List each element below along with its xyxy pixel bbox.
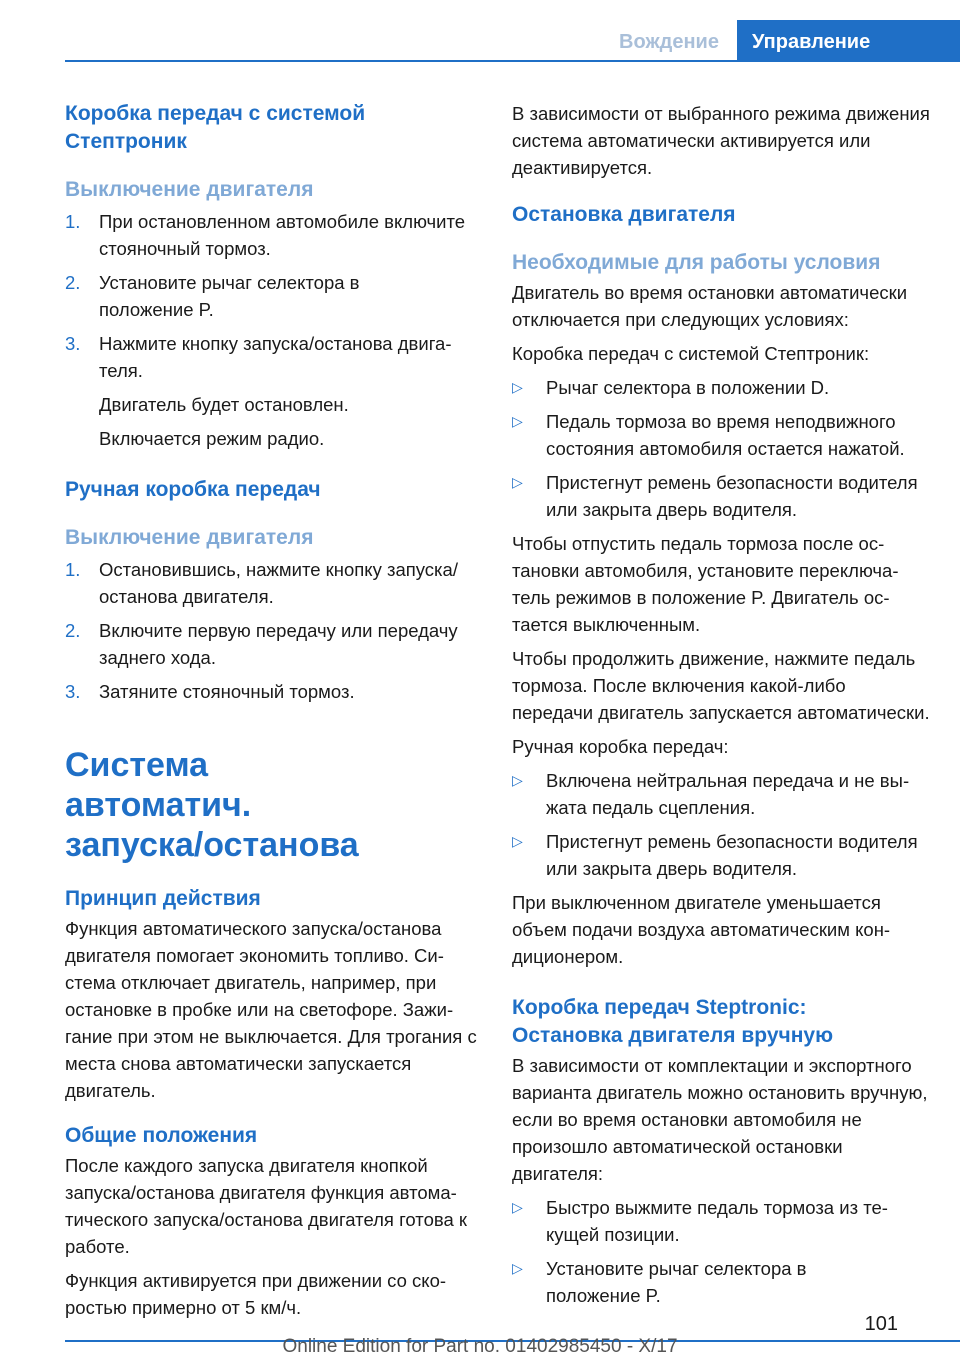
paragraph-manual-stop: В зависимости от комплектации и экспортного варианта двигатель можно остановить вручную, если во время остановки автомобиля не произошло автоматической остановки двигателя: — [512, 1055, 928, 1184]
triangle-bullet-icon: ▷ — [512, 474, 523, 490]
heading-manual-stop: Коробка передач Steptronic: Остановка двигателя вручную — [512, 996, 834, 1047]
paragraph-aircon: При выключенном двигателе уменьшается объем подачи воздуха автоматическим кондиционером. — [512, 892, 891, 967]
bullet-item — [512, 408, 930, 462]
triangle-bullet-icon: ▷ — [512, 413, 523, 429]
bullet-text: Пристегнут ремень безопасности водителя или закрыта дверь водителя. — [546, 472, 918, 520]
list-item — [65, 208, 483, 262]
list-item-text: При остановленном автомобиле включите стояночный тормоз. — [99, 211, 466, 259]
triangle-bullet-icon: ▷ — [512, 772, 523, 788]
bullet-text: Пристегнут ремень безопасности водителя или закрыта дверь водителя. — [546, 831, 918, 879]
heading-engine-off: Выключение двигателя — [65, 526, 314, 549]
list-item — [65, 556, 483, 610]
list-number: 1. — [65, 211, 81, 232]
right-column — [512, 100, 930, 1309]
paragraph-manual: Ручная коробка передач: — [512, 736, 729, 757]
heading-manual-gearbox: Ручная коробка передач — [65, 478, 321, 501]
paragraph-release: Чтобы отпустить педаль тормоза после остановки автомобиля, установите переключатель режимов в положение P. Двигатель остается выключенным. — [512, 533, 899, 635]
bullet-text: Педаль тормоза во время неподвижного состояния автомобиля остается нажатой. — [546, 411, 905, 459]
paragraph-conditions: Двигатель во время остановки автоматически отключается при следующих условиях: — [512, 282, 908, 330]
list-item-text: Установите рычаг селектора в положение P. — [99, 272, 360, 320]
list-number: 2. — [65, 620, 81, 641]
triangle-bullet-icon: ▷ — [512, 1199, 523, 1215]
bullet-text: Рычаг селектора в положении D. — [546, 377, 830, 398]
bullet-text: Быстро выжмите педаль тормоза из текущей позиции. — [546, 1197, 888, 1245]
paragraph-steptronic: Коробка передач с системой Стептроник: — [512, 343, 870, 364]
triangle-bullet-icon: ▷ — [512, 1260, 523, 1276]
list-item-text: Включите первую передачу или передачу заднего хода. — [99, 620, 458, 668]
list-item — [65, 617, 483, 671]
list-item — [65, 330, 483, 384]
paragraph-general-1: После каждого запуска двигателя кнопкой запуска/останова двигателя функция автоматического запуска/останова двигателя готова к работе. — [65, 1155, 467, 1257]
list-number: 1. — [65, 559, 81, 580]
heading-principle: Принцип действия — [65, 887, 261, 910]
bullet-item — [512, 767, 930, 821]
heading-gearbox-steptronic: Коробка передач с системой Стептроник — [65, 102, 366, 153]
list-item — [65, 269, 483, 323]
heading-conditions: Необходимые для работы условия — [512, 251, 881, 274]
list-note: Включается режим радио. — [99, 428, 325, 449]
triangle-bullet-icon: ▷ — [512, 379, 523, 395]
list-number: 2. — [65, 272, 81, 293]
paragraph-principle: Функция автоматического запуска/останова двигателя помогает экономить топливо. Система отключает двигатель, например, при остановке в пробке или на светофоре. Зажигание при этом не выключается. Для трогания с места снова автоматически запускается двигатель. — [65, 918, 477, 1101]
bullet-item — [512, 1194, 930, 1248]
list-item-text: Затяните стояночный тормоз. — [99, 681, 355, 702]
heading-general: Общие положения — [65, 1124, 258, 1147]
bullet-item — [512, 374, 930, 401]
tab-controls: Управление — [737, 20, 960, 62]
paragraph-continue: Чтобы продолжить движение, нажмите педаль тормоза. После включения какой-либо передачи двигатель запускается автоматически. — [512, 648, 930, 723]
left-column — [65, 100, 483, 1321]
bullet-text: Включена нейтральная передача и не выжата педаль сцепления. — [546, 770, 910, 818]
footer-edition: Online Edition for Part no. 01402985450 - X/17 — [282, 1336, 678, 1357]
bullet-item — [512, 469, 930, 523]
list-item — [65, 678, 483, 705]
list-note: Двигатель будет остановлен. — [99, 394, 349, 415]
bullet-item — [512, 828, 930, 882]
page-header — [0, 0, 960, 62]
bullet-text: Установите рычаг селектора в положение P. — [546, 1258, 807, 1306]
list-item-text: Нажмите кнопку запуска/останова двигателя. — [99, 333, 452, 381]
list-number: 3. — [65, 681, 81, 702]
list-item-text: Остановившись, нажмите кнопку запуска/останова двигателя. — [99, 559, 458, 607]
paragraph-intro: В зависимости от выбранного режима движения система автоматически активируется или деактивируется. — [512, 103, 930, 178]
tab-driving: Вождение — [619, 31, 719, 53]
header-rule — [65, 60, 960, 62]
bullet-item — [512, 1255, 930, 1309]
triangle-bullet-icon: ▷ — [512, 833, 523, 849]
paragraph-general-2: Функция активируется при движении со скоростью примерно от 5 км/ч. — [65, 1270, 447, 1318]
page-number: 101 — [864, 1313, 898, 1335]
heading-engine-stop: Остановка двигателя — [512, 203, 736, 226]
list-number: 3. — [65, 333, 81, 354]
heading-auto-start-stop: Система автоматич. запуска/останова — [65, 746, 359, 864]
heading-engine-off: Выключение двигателя — [65, 178, 314, 201]
